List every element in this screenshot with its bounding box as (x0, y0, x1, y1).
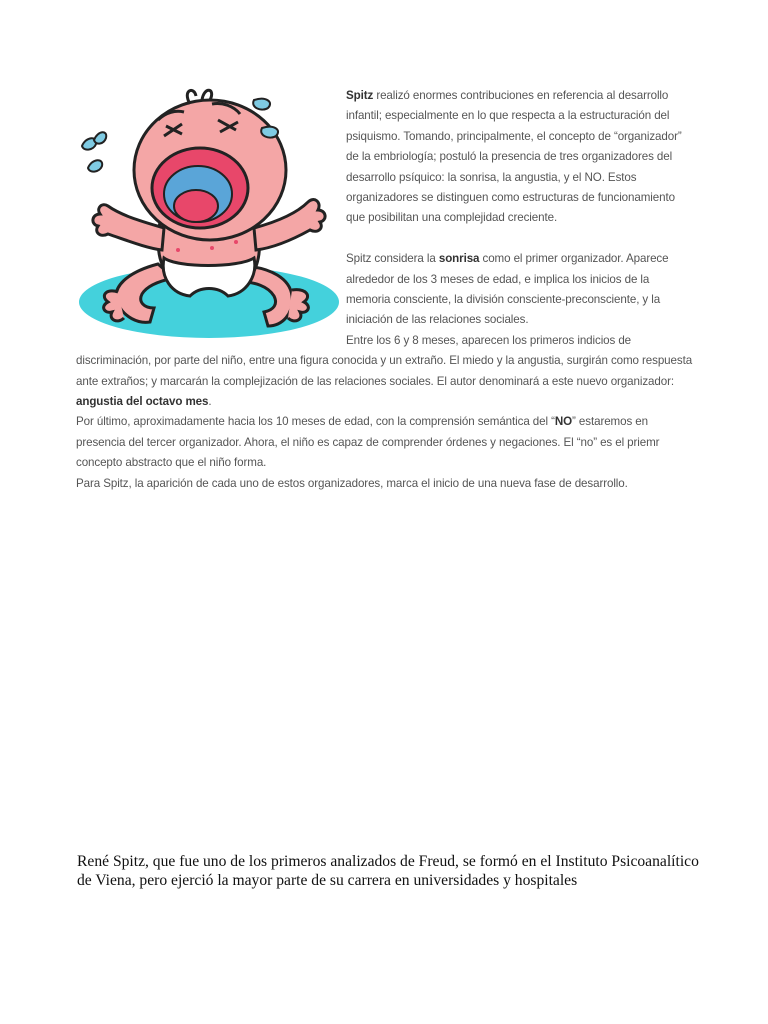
paragraph-no: Por último, aproximadamente hacia los 10 meses de edad, con la comprensión semántica del “NO” estaremos en presencia del tercer organizador. Ahora, el niño es capaz de comprender órdenes y negaciones. El “no” es el priemr concepto abstracto que el niño forma. (76, 415, 660, 470)
paragraph-conclusion: Para Spitz, la aparición de cada uno de estos organizadores, marca el inicio de una nueva fase de desarrollo. (76, 476, 628, 490)
paragraph-anxiety: Entre los 6 y 8 meses, aparecen los primeros indicios de discriminación, por parte del niño, entre una figura conocida y un extraño. El miedo y la angustia, surgirán como respuesta ante extraños; y marcarán la complejización de las relaciones sociales. El autor denominará a este nuevo organizador: angustia del octavo mes. (76, 333, 693, 409)
lead-spitz: Spitz (346, 89, 374, 102)
term-no: NO (554, 415, 573, 429)
bio-paragraph (77, 852, 717, 890)
article-text (76, 86, 696, 494)
term-sonrisa: sonrisa (438, 252, 480, 266)
paragraph-organizers: Spitz realizó enormes contribuciones en referencia al desarrollo infantil; especialmente en lo que respecta a la estructuración del psiquismo. Tomando, principalmente, el concepto de “organizador” de la embriología; postuló la presencia de tres organizadores del desarrollo psíquico: la sonrisa, la angustia, y el NO. Estos organizadores se distinguen como estructuras de funcionamiento que posibilitan una complejidad creciente. (346, 89, 682, 225)
paragraph-smile: Spitz considera la sonrisa como el primer organizador. Aparece alrededor de los 3 meses de edad, e implica los inicios de la memoria consciente, la división consciente-preconsciente, y la iniciación de las relaciones sociales. (346, 252, 669, 327)
bio-text: René Spitz, que fue uno de los primeros analizados de Freud, se formó en el Instituto Psicoanalítico de Viena, pero ejerció la mayor parte de su carrera en universidades y hospitales (77, 853, 699, 889)
term-angustia: angustia del octavo mes (76, 395, 209, 409)
image-float-spacer (76, 86, 346, 338)
